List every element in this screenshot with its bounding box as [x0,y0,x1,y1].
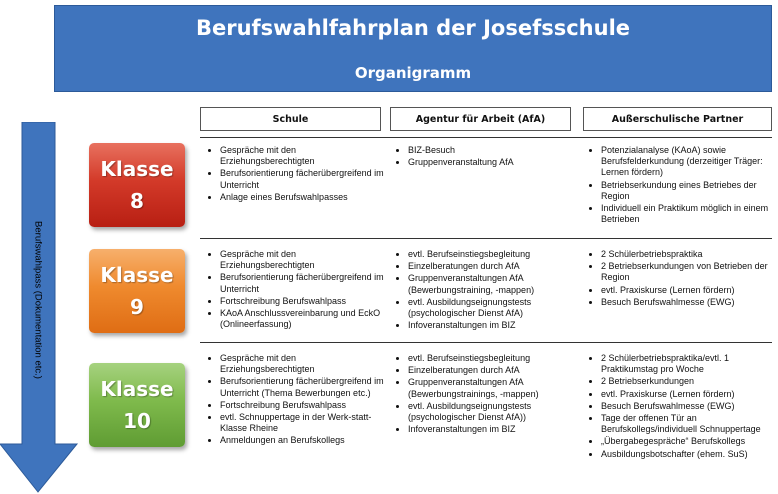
klasse-8-label: Klasse [100,157,174,181]
list-item: • Gespräche mit den Erziehungsberechtigten [220,249,384,271]
klasse-10-number: 10 [123,409,151,433]
klasse-8-box [89,143,185,227]
list-item: • Einzelberatungen durch AfA [408,261,576,272]
list-item: • evtl. Schnuppertage in der Werk-statt-Klasse Rheine [220,412,384,434]
klasse-9-box [89,249,185,333]
list-item: • Berufsorientierung fächerübergreifend im Unterricht [220,168,384,190]
list-item: • Infoveranstaltungen im BIZ [408,320,576,331]
list-item: • evtl. Praxiskurse (Lernen fördern) [601,389,771,400]
list-item: • Betriebserkundung eines Betriebes der Region [601,180,771,202]
cell-klasse-8-afa [392,145,576,169]
list-item: • 2 Betriebserkundungen [601,376,771,387]
title-banner [54,5,772,92]
list-item: • evtl. Berufseinstiegsbegleitung [408,353,576,364]
list-item: • Einzelberatungen durch AfA [408,365,576,376]
list-item: • Besuch Berufswahlmesse (EWG) [601,401,771,412]
row-divider [200,137,772,138]
klasse-10-label: Klasse [100,377,174,401]
row-divider [200,342,772,343]
list-item: • Gruppenveranstaltung AfA [408,157,576,168]
list-item: • evtl. Ausbildungseignungstests (psychologischer Dienst AfA) [408,297,576,319]
klasse-9-label: Klasse [100,263,174,287]
list-item: • Gespräche mit den Erziehungsberechtigten [220,353,384,375]
list-item: • Fortschreibung Berufswahlpass [220,400,384,411]
list-item: • 2 Betriebserkundungen von Betrieben der Region [601,261,771,283]
list-item: • Berufsorientierung fächerübergreifend im Unterricht (Thema Bewerbungen etc.) [220,376,384,398]
column-header-afa: Agentur für Arbeit (AfA) [390,107,571,131]
row-divider [200,238,772,239]
list-item: • Ausbildungsbotschafter (ehem. SuS) [601,449,771,460]
column-header-schule: Schule [200,107,381,131]
cell-klasse-9-afa [392,249,576,332]
list-item: • „Übergabegespräche“ Berufskollegs [601,436,771,447]
list-item: • Infoveranstaltungen im BIZ [408,424,576,435]
list-item: • Gespräche mit den Erziehungsberechtigten [220,145,384,167]
list-item: • BIZ-Besuch [408,145,576,156]
cell-klasse-9-schule [204,249,384,331]
klasse-9-number: 9 [130,295,144,319]
list-item: • Gruppenveranstaltungen AfA (Bewerbungstraining, -mappen) [408,273,576,295]
cell-klasse-8-schule [204,145,384,204]
cell-klasse-10-schule [204,353,384,448]
page-subtitle: Organigramm [354,64,472,82]
list-item: • Potenzialanalyse (KAoA) sowie Berufsfelderkundung (derzeitiger Träger: Lernen fördern) [601,145,771,179]
klasse-8-number: 8 [130,189,144,213]
side-arrow-label: Berufswahlpass (Dokumentation etc.) [32,221,44,379]
cell-klasse-8-partner [585,145,771,226]
list-item: • Fortschreibung Berufswahlpass [220,296,384,307]
list-item: • Besuch Berufswahlmesse (EWG) [601,297,771,308]
list-item: • Berufsorientierung fächerübergreifend im Unterricht [220,272,384,294]
list-item: • evtl. Berufseinstiegsbegleitung [408,249,576,260]
list-item: • 2 Schülerbetriebspraktika [601,249,771,260]
list-item: • Tage der offenen Tür an Berufskollegs/individuell Schnuppertage [601,413,771,435]
list-item: • evtl. Ausbildungseignungstests (psychologischer Dienst AfA)) [408,401,576,423]
klasse-10-box [89,363,185,447]
column-header-partner: Außerschulische Partner [583,107,772,131]
list-item: • 2 Schülerbetriebspraktika/evtl. 1 Praktikumstag pro Woche [601,353,771,375]
list-item: • KAoA Anschlussvereinbarung und EckO (Onlineerfassung) [220,308,384,330]
list-item: • Gruppenveranstaltungen AfA (Bewerbungstrainings, -mappen) [408,377,576,399]
cell-klasse-10-afa [392,353,576,436]
list-item: • Anlage eines Berufswahlpasses [220,192,384,203]
list-item: • evtl. Praxiskurse (Lernen fördern) [601,285,771,296]
list-item: • Anmeldungen an Berufskollegs [220,435,384,446]
page-title: Berufswahlfahrplan der Josefsschule [195,16,631,40]
list-item: • Individuell ein Praktikum möglich in einem Betrieben [601,203,771,225]
cell-klasse-9-partner [585,249,771,309]
cell-klasse-10-partner [585,353,771,461]
